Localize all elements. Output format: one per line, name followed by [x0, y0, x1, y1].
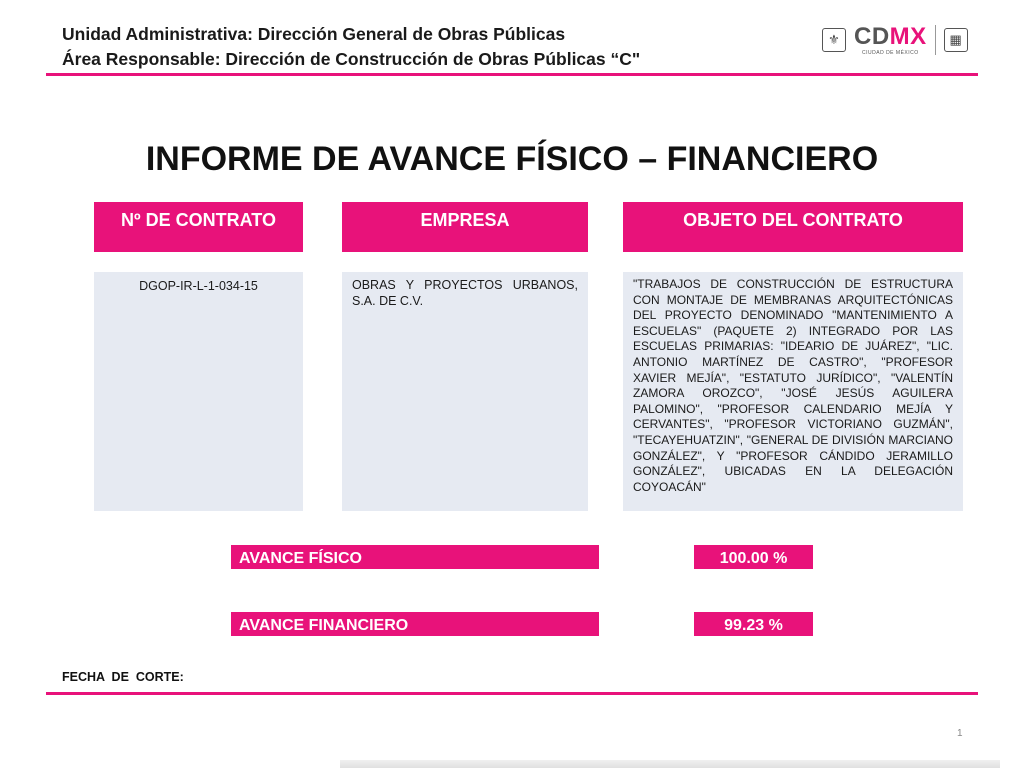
financial-progress-value: 99.23 % [694, 612, 813, 636]
footer-divider [46, 692, 978, 695]
responsible-area-text: Área Responsable: Dirección de Construcción de Obras Públicas “C" [62, 49, 641, 69]
page-number: 1 [957, 728, 963, 739]
contract-number-cell: DGOP-IR-L-1-034-15 [94, 272, 303, 511]
physical-progress-value: 100.00 % [694, 545, 813, 569]
cdmx-logo [854, 22, 927, 56]
column-header-contract: Nº DE CONTRATO [94, 202, 303, 252]
slide-shadow [340, 760, 1000, 768]
logo-group [822, 24, 968, 56]
logo-divider [935, 25, 936, 55]
column-header-object: OBJETO DEL CONTRATO [623, 202, 963, 252]
contract-object-cell: "TRABAJOS DE CONSTRUCCIÓN DE ESTRUCTURA CON MONTAJE DE MEMBRANAS ARQUITECTÓNICAS DEL PROYECTO DENOMINADO "MANTENIMIENTO A ESCUELAS" (PAQUETE 2) INTEGRADO POR LAS ESCUELAS PRIMARIAS: "IDEARIO DE JUÁREZ", "LIC. ANTONIO MARTÍNEZ DE CASTRO", "PROFESOR XAVIER MEJÍA", "ESTATUTO JURÍDICO", "VALENTÍN ZAMORA OROZCO", "JOSÉ JESÚS AGUILERA PALOMINO", "PROFESOR CALENDARIO MEJÍA Y CERVANTES", "PROFESOR VICTORIANO GUZMÁN", "TECAYEHUATZIN", "GENERAL DE DIVISIÓN MARCIANO GONZÁLEZ", Y "PROFESOR CÁNDIDO JERAMILLO GONZÁLEZ", UBICADAS EN LA DELEGACIÓN COYOACÁN" [623, 272, 963, 511]
agency-seal-icon: ▦ [944, 28, 968, 52]
cdmx-logo-mx: MX [889, 22, 927, 50]
financial-progress-label: AVANCE FINANCIERO [231, 612, 599, 636]
column-header-company: EMPRESA [342, 202, 588, 252]
company-cell: OBRAS Y PROYECTOS URBANOS, S.A. DE C.V. [342, 272, 588, 511]
page-title: INFORME DE AVANCE FÍSICO – FINANCIERO [145, 140, 879, 178]
cdmx-logo-cd: CD [854, 22, 890, 50]
administrative-unit-text: Unidad Administrativa: Dirección General de Obras Públicas [62, 24, 566, 44]
header-divider [46, 73, 978, 76]
cutoff-date-label: FECHA DE CORTE: [62, 670, 184, 684]
physical-progress-label: AVANCE FÍSICO [231, 545, 599, 569]
coat-of-arms-icon: ⚜ [822, 28, 846, 52]
cdmx-logo-subtitle: CIUDAD DE MÉXICO [862, 49, 919, 56]
